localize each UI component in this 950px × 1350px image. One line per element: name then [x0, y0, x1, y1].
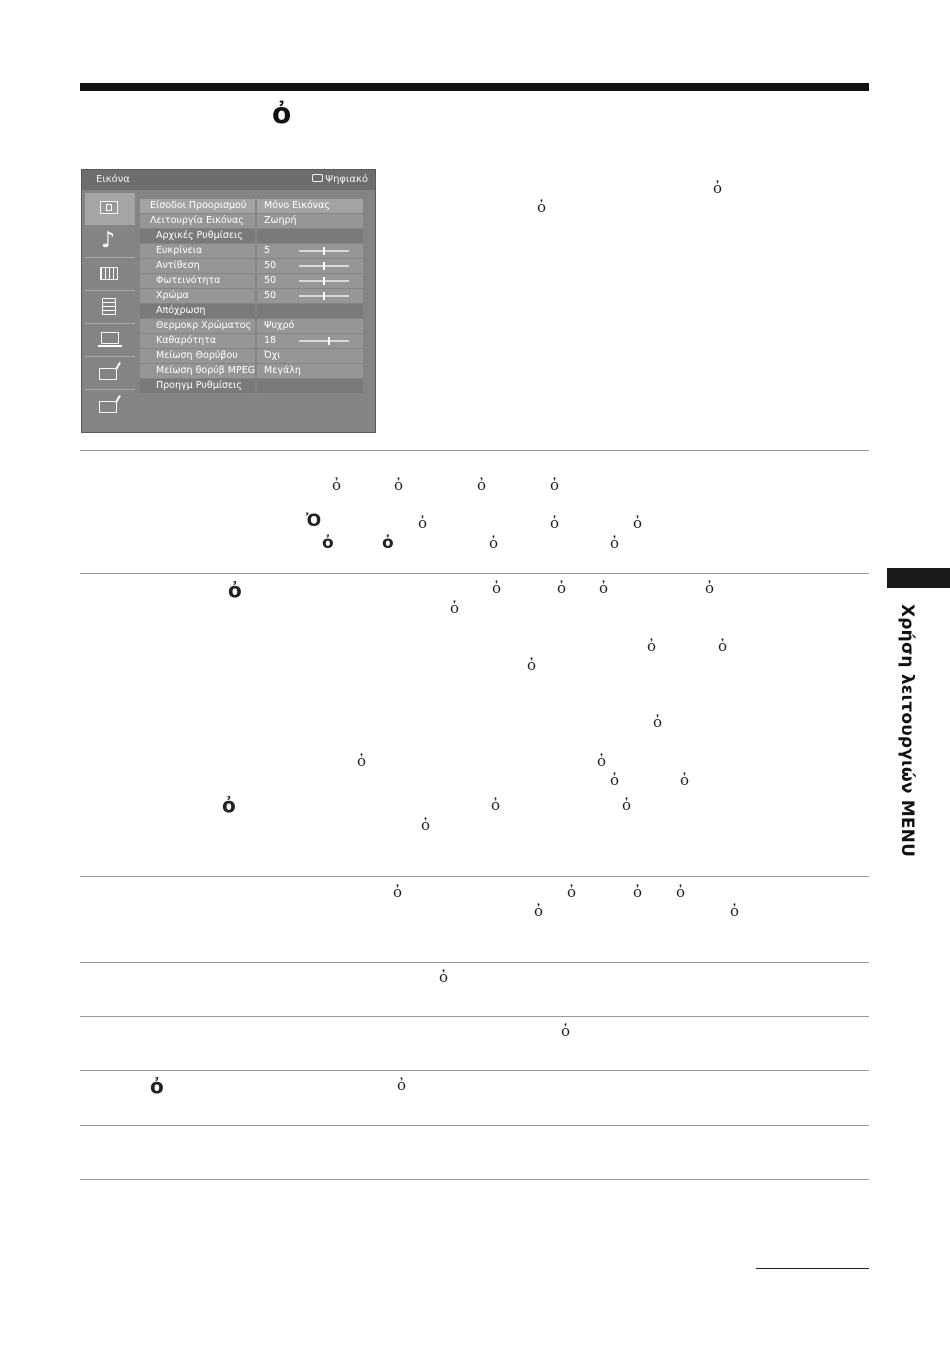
osd-slider-knob[interactable]: [323, 292, 325, 300]
osd-row-label: Προηγμ Ρυθμίσεις: [140, 379, 255, 393]
osd-row-value: [257, 244, 363, 258]
text-glyph: ὀ: [357, 752, 367, 770]
osd-row-label: Απόχρωση: [140, 304, 255, 318]
osd-row-label: Μείωση θορύβ MPEG: [140, 364, 255, 378]
osd-row-value: [257, 349, 363, 363]
analog-channel-icon[interactable]: [85, 358, 135, 390]
osd-row-label: Θερμοκρ Χρώματος: [140, 319, 255, 333]
text-glyph: ὀ: [713, 179, 723, 197]
osd-slider-knob[interactable]: [328, 337, 330, 345]
text-glyph: ὀ: [557, 579, 567, 597]
text-glyph: ὀ: [393, 883, 403, 901]
osd-row-label: Αρχικές Ρυθμίσεις: [140, 229, 255, 243]
text-glyph: ὀ: [561, 1022, 571, 1040]
osd-row-value-text: Μόνο Εικόνας: [264, 200, 330, 211]
osd-menu-row[interactable]: [140, 199, 363, 213]
osd-level-slider[interactable]: [299, 340, 349, 342]
osd-row-value: [257, 304, 363, 318]
osd-slider-knob[interactable]: [323, 247, 325, 255]
osd-row-value: [257, 274, 363, 288]
osd-row-value: [257, 229, 363, 243]
header-rule: [80, 83, 869, 91]
text-glyph: ὀ: [550, 476, 560, 494]
text-glyph: ὀ: [397, 1076, 407, 1094]
osd-menu-row[interactable]: [140, 304, 363, 318]
text-glyph: ὀ: [322, 533, 334, 553]
osd-row-value-text: 50: [264, 260, 277, 271]
text-glyph: ὀ: [492, 579, 502, 597]
osd-row-label: Είσοδοι Προορισμού: [140, 199, 255, 213]
osd-row-value: [257, 319, 363, 333]
text-glyph: ὀ: [537, 198, 547, 216]
osd-row-label: Φωτεινότητα: [140, 274, 255, 288]
osd-menu-row[interactable]: [140, 349, 363, 363]
setup-icon[interactable]: [85, 292, 135, 324]
text-glyph: ὀ: [394, 476, 404, 494]
osd-source-label: Ψηφιακό: [325, 174, 368, 185]
osd-menu-row[interactable]: [140, 364, 363, 378]
text-glyph: ὀ: [450, 599, 460, 617]
osd-row-label: Αντίθεση: [140, 259, 255, 273]
osd-menu-row[interactable]: [140, 259, 363, 273]
section-divider: [80, 1179, 869, 1180]
osd-row-label: Λειτουργία Εικόνας: [140, 214, 255, 228]
text-glyph: ὀ: [567, 883, 577, 901]
osd-source: [312, 174, 368, 185]
text-glyph: ὀ: [730, 902, 740, 920]
osd-menu-row[interactable]: [140, 244, 363, 258]
section-divider: [80, 962, 869, 963]
text-glyph: ὀ: [610, 771, 620, 789]
osd-sidebar: [85, 193, 135, 431]
text-glyph: ὀ: [534, 902, 544, 920]
text-glyph: ὀ: [653, 713, 663, 731]
screen-icon[interactable]: [85, 259, 135, 291]
text-glyph: ὀ: [382, 533, 394, 553]
osd-row-value: [257, 334, 363, 348]
osd-menu-row[interactable]: [140, 289, 363, 303]
text-glyph: ὀ: [150, 1074, 164, 1098]
osd-row-value-text: Μεγάλη: [264, 365, 301, 376]
osd-row-value: [257, 199, 363, 213]
text-glyph: ὀ: [477, 476, 487, 494]
sound-icon[interactable]: ♪: [85, 226, 135, 258]
osd-row-value: [257, 259, 363, 273]
text-glyph: ὀ: [680, 771, 690, 789]
osd-row-value: [257, 364, 363, 378]
osd-row-label: Καθαρότητα: [140, 334, 255, 348]
section-divider: [80, 450, 869, 451]
section-divider: [80, 1016, 869, 1017]
osd-level-slider[interactable]: [299, 265, 349, 267]
text-glyph: ὀ: [705, 579, 715, 597]
digital-channel-icon[interactable]: [85, 391, 135, 422]
osd-row-value: [257, 214, 363, 228]
text-glyph: Ὀ: [306, 511, 322, 531]
osd-menu-row[interactable]: [140, 319, 363, 333]
osd-level-slider[interactable]: [299, 250, 349, 252]
osd-row-value-text: 50: [264, 290, 277, 301]
section-divider: [80, 876, 869, 877]
osd-row-value-text: 18: [264, 335, 277, 346]
text-glyph: ὀ: [491, 796, 501, 814]
section-divider: [80, 1070, 869, 1071]
text-glyph: ὀ: [550, 514, 560, 532]
osd-row-value-text: 5: [264, 245, 271, 256]
text-glyph: ὀ: [228, 578, 242, 602]
text-glyph: ὀ: [439, 968, 449, 986]
osd-row-value-text: Ψυχρό: [264, 320, 295, 331]
osd-menu-screenshot: [81, 169, 376, 433]
osd-row-label: Μείωση Θορύβου: [140, 349, 255, 363]
section-tab-label: [887, 604, 917, 874]
section-divider: [80, 573, 869, 574]
osd-title-bar: [82, 170, 375, 190]
footer-rule: [756, 1268, 869, 1269]
osd-row-value-text: 50: [264, 275, 277, 286]
osd-menu-row[interactable]: [140, 334, 363, 348]
osd-slider-knob[interactable]: [323, 262, 325, 270]
text-glyph: ὀ: [421, 816, 431, 834]
pc-icon[interactable]: [85, 325, 135, 357]
text-glyph: ὀ: [718, 637, 728, 655]
osd-row-value-text: Ζωηρή: [264, 215, 297, 226]
osd-level-slider[interactable]: [299, 280, 349, 282]
text-glyph: ὀ: [610, 534, 620, 552]
osd-row-label: Χρώμα: [140, 289, 255, 303]
osd-slider-knob[interactable]: [323, 277, 325, 285]
text-glyph: ὀ: [622, 796, 632, 814]
osd-level-slider[interactable]: [299, 295, 349, 297]
text-glyph: ὀ: [332, 476, 342, 494]
section-tab-marker: [887, 568, 950, 588]
text-glyph: ὀ: [489, 534, 499, 552]
text-glyph: ὀ: [647, 637, 657, 655]
osd-row-value-text: Όχι: [264, 350, 281, 361]
text-glyph: ὀ: [599, 579, 609, 597]
section-tab-text: Χρήση λειτουργιών MENU: [897, 604, 917, 858]
text-glyph: ὀ: [597, 752, 607, 770]
osd-menu-row[interactable]: [140, 274, 363, 288]
page-title: ὀ: [272, 97, 292, 130]
osd-row-label: Ευκρίνεια: [140, 244, 255, 258]
osd-menu-row[interactable]: [140, 229, 363, 243]
osd-menu-row[interactable]: [140, 214, 363, 228]
text-glyph: ὀ: [676, 883, 686, 901]
picture-icon[interactable]: [85, 193, 135, 225]
section-divider: [80, 1125, 869, 1126]
osd-row-value: [257, 289, 363, 303]
text-glyph: ὀ: [527, 656, 537, 674]
text-glyph: ὀ: [222, 793, 236, 817]
osd-menu-row[interactable]: [140, 379, 363, 393]
text-glyph: ὀ: [418, 514, 428, 532]
osd-row-value: [257, 379, 363, 393]
tv-source-icon: [312, 174, 323, 182]
text-glyph: ὀ: [633, 883, 643, 901]
osd-title: Εικόνα: [96, 174, 130, 185]
text-glyph: ὀ: [633, 514, 643, 532]
